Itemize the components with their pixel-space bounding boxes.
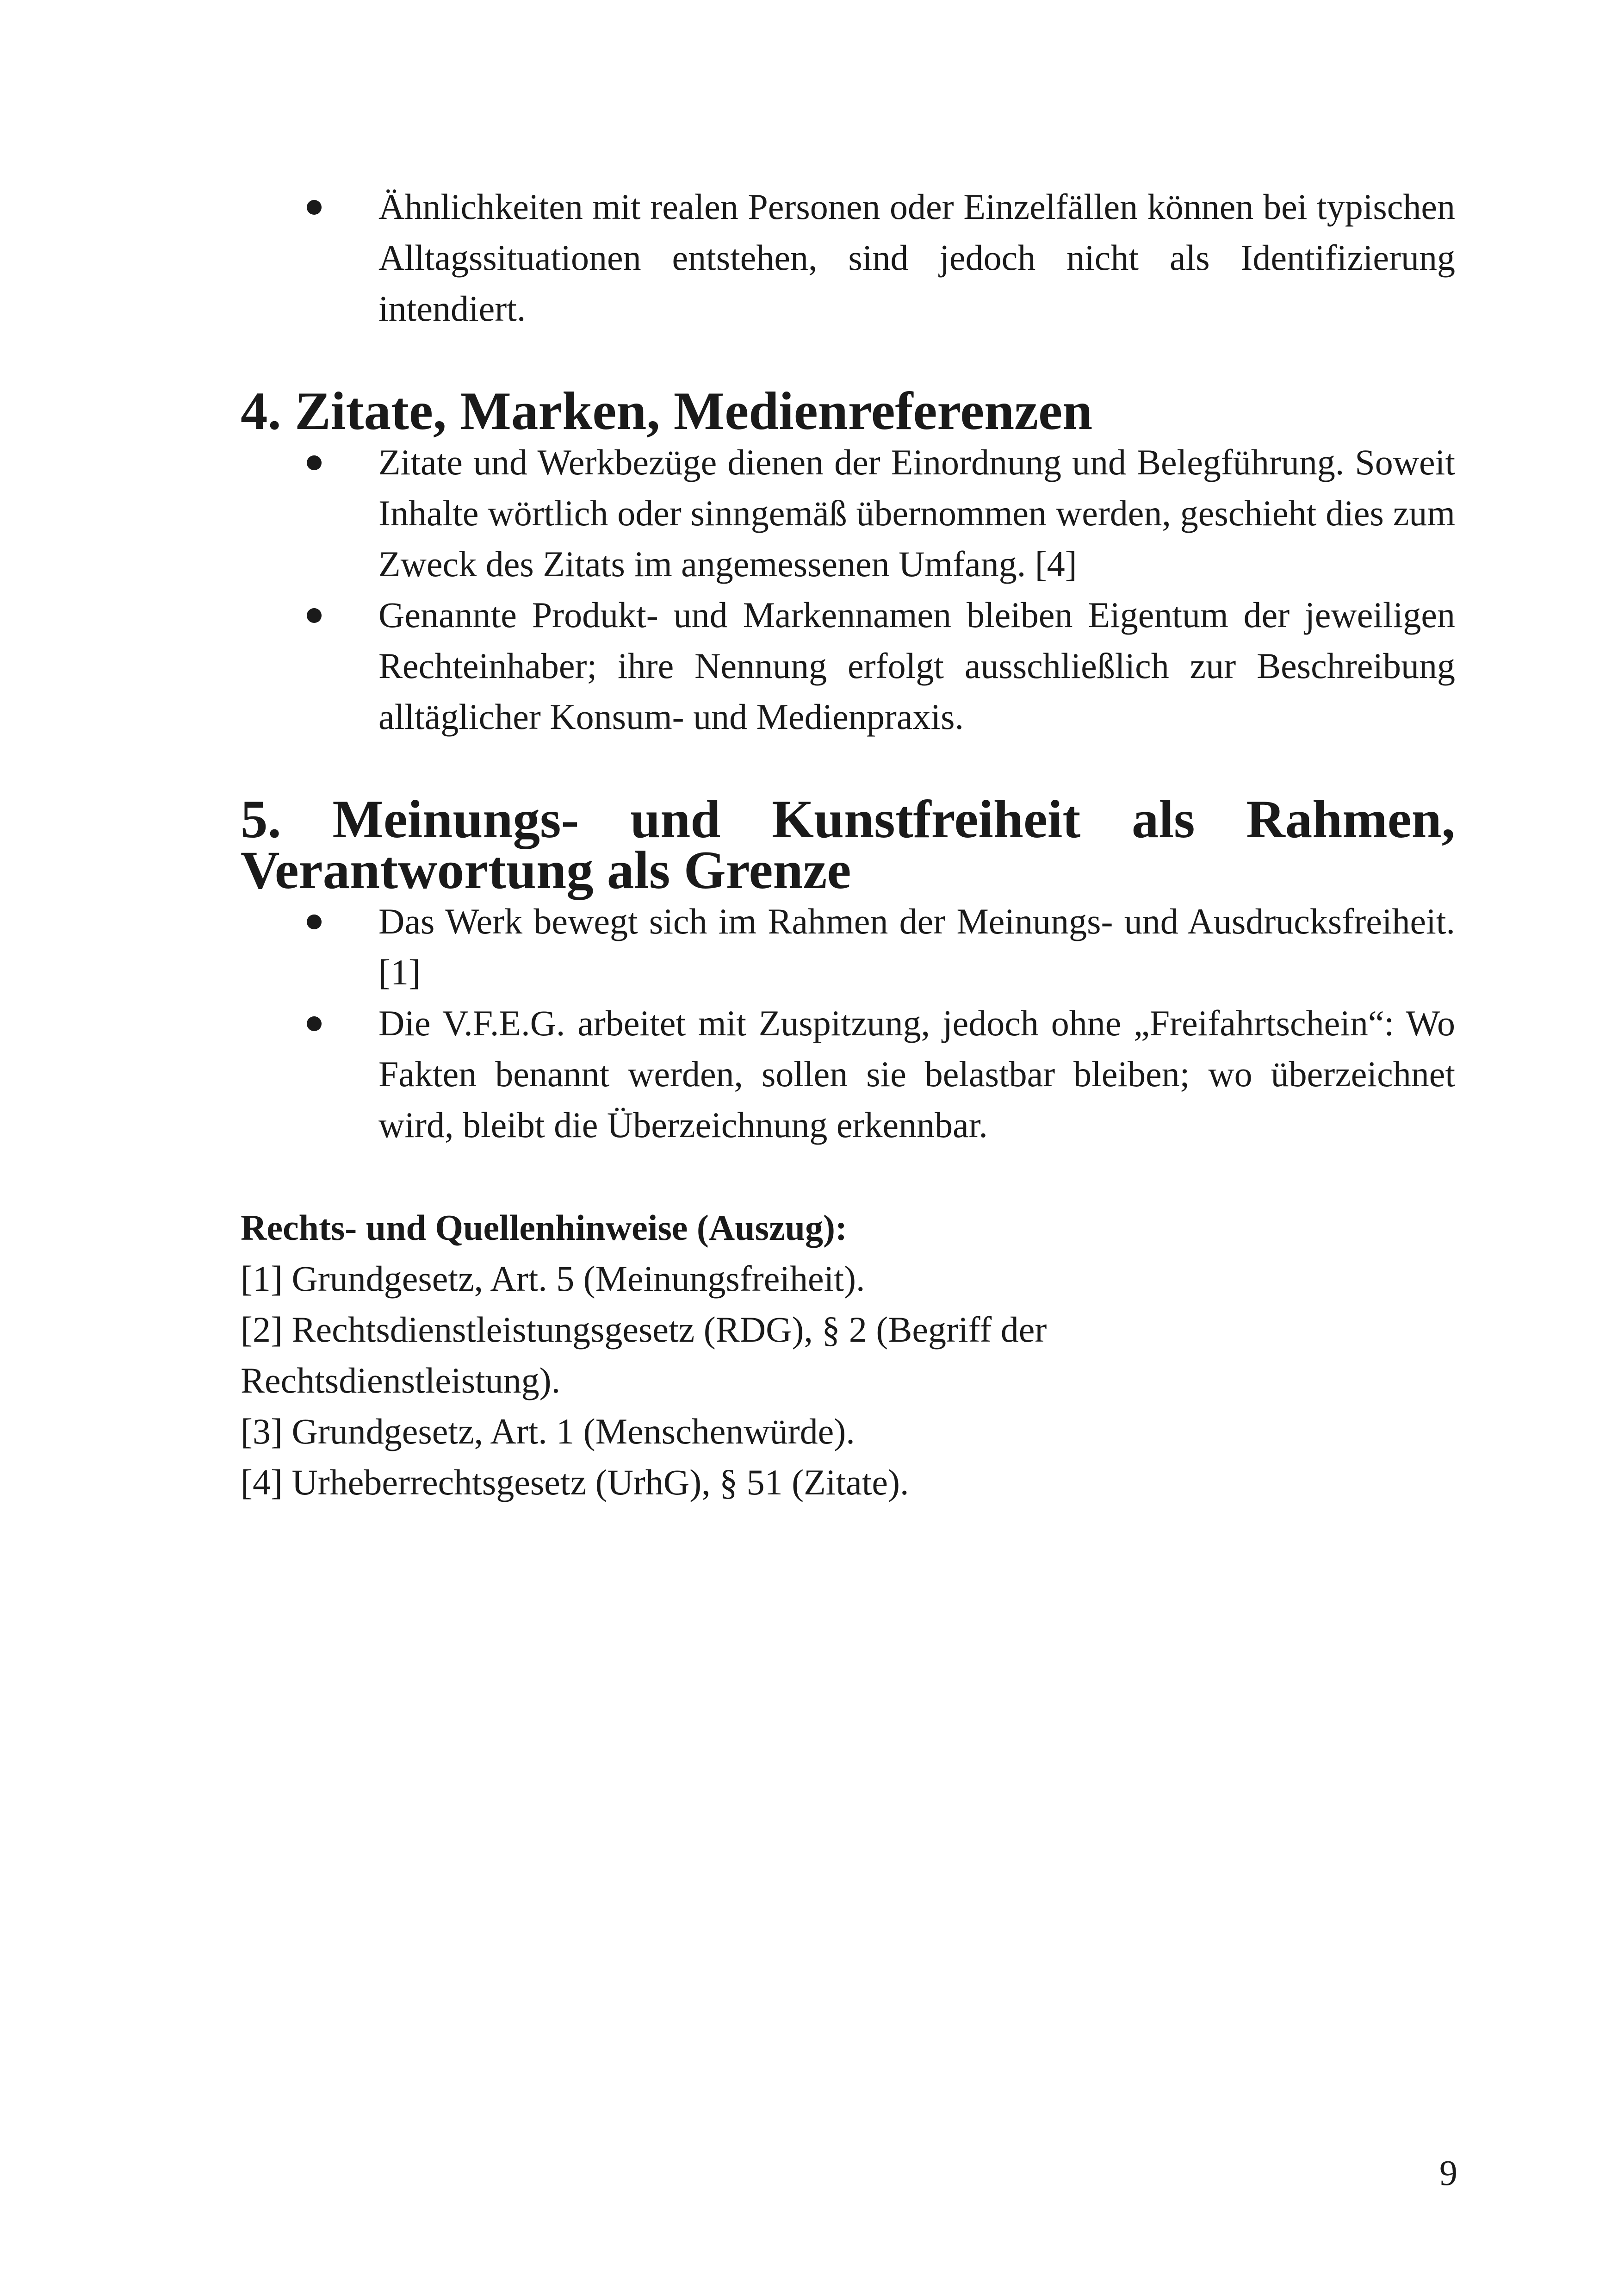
list-item [241, 590, 1455, 742]
reference-item: [4] Urheberrechtsgesetz (UrhG), § 51 (Zitate). [241, 1462, 909, 1502]
page-content [241, 181, 1455, 1508]
list-item [241, 998, 1455, 1151]
reference-item: [1] Grundgesetz, Art. 5 (Meinungsfreiheit). [241, 1258, 865, 1299]
list-item-text: Genannte Produkt- und Markennamen bleiben Eigentum der jeweiligen Rechteinhaber; ihre Nennung erfolgt ausschließlich zur Beschreibung alltäglicher Konsum- und Medienpraxis. [378, 595, 1455, 737]
list-item-text: Das Werk bewegt sich im Rahmen der Meinungs- und Ausdrucksfreiheit. [1] [378, 901, 1455, 992]
list-item [241, 896, 1455, 998]
intro-bullet-list [241, 181, 1455, 334]
bullet-icon [307, 200, 322, 215]
references-heading: Rechts- und Quellenhinweise (Auszug): [241, 1207, 847, 1248]
bullet-icon [307, 455, 322, 470]
page-number: 9 [1439, 2153, 1457, 2193]
section-4-list [241, 437, 1455, 742]
bullet-icon [307, 608, 322, 623]
list-item-text: Zitate und Werkbezüge dienen der Einordnung und Belegführung. Soweit Inhalte wörtlich oder sinngemäß übernommen werden, geschieht dies zum Zweck des Zitats im angemessenen Umfang. [4] [378, 442, 1455, 584]
list-item [241, 437, 1455, 590]
references-list [241, 1253, 1455, 1508]
reference-item: [2] Rechtsdienstleistungsgesetz (RDG), § 2 (Begriff der Rechtsdienstleistung). [241, 1309, 1047, 1400]
reference-item: [3] Grundgesetz, Art. 1 (Menschenwürde). [241, 1411, 855, 1451]
section-4-heading: 4. Zitate, Marken, Medienreferenzen [241, 381, 1093, 441]
section-5-heading: 5. Meinungs- und Kunstfreiheit als Rahmen, Verantwortung als Grenze [241, 790, 1455, 900]
list-item [241, 181, 1455, 334]
section-5-list [241, 896, 1455, 1151]
list-item-text: Ähnlichkeiten mit realen Personen oder Einzelfällen können bei typischen Alltagssituationen entstehen, sind jedoch nicht als Identifizierung intendiert. [378, 187, 1455, 329]
bullet-icon [307, 1016, 322, 1031]
bullet-icon [307, 915, 322, 929]
list-item-text: Die V.F.E.G. arbeitet mit Zuspitzung, jedoch ohne „Freifahrtschein“: Wo Fakten benannt werden, sollen sie belastbar bleiben; wo überzeichnet wird, bleibt die Überzeichnung erkennbar. [378, 1003, 1455, 1145]
